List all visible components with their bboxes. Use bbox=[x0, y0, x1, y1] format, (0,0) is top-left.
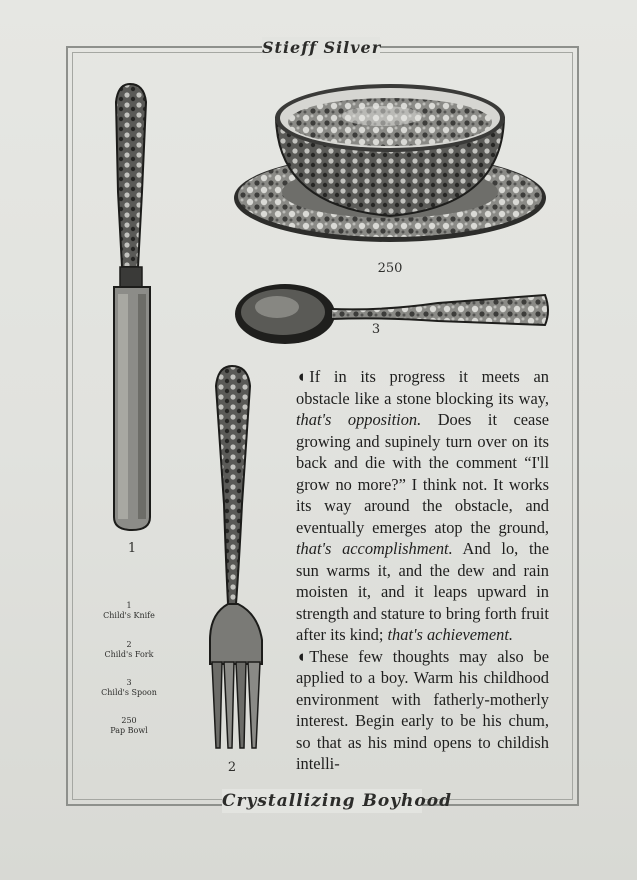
paragraph-1-text-b: Does it cease growing and supinely turn over on its back and die with the comment “I'll grow no more?” I think not. It works its way around the obstacle, and eventually emerges atop the ground, bbox=[296, 410, 549, 537]
emphasis-achievement: that's achievement. bbox=[387, 625, 513, 644]
caption-label: Child's Spoon bbox=[101, 688, 157, 697]
emphasis-opposition: that's opposition. bbox=[296, 410, 422, 429]
caption-bowl bbox=[84, 716, 174, 736]
caption-number: 3 bbox=[126, 678, 132, 687]
body-text bbox=[296, 366, 549, 775]
spoon-illustration bbox=[233, 281, 551, 347]
paragraph-mark-icon: ◖ bbox=[296, 646, 307, 666]
figure-number-fork: 2 bbox=[227, 760, 237, 775]
figure-number-spoon: 3 bbox=[371, 322, 381, 337]
paragraph-2 bbox=[296, 646, 549, 775]
figure-number-bowl: 250 bbox=[377, 261, 403, 276]
caption-label: Child's Knife bbox=[103, 611, 155, 620]
paragraph-mark-icon: ◖ bbox=[296, 367, 307, 386]
paragraph-1 bbox=[296, 366, 549, 646]
caption-number: 250 bbox=[121, 716, 137, 725]
page-header: Stieff Silver bbox=[262, 38, 382, 57]
paragraph-1-text-c: And lo, the sun warms it, and the dew and rain moisten it, and it leaps upward in strength and stature to bring forth fruit after its kind; bbox=[296, 539, 549, 644]
paragraph-1-text-a: If in its progress it meets an obstacle like a stone blocking its way, bbox=[296, 367, 549, 408]
caption-fork bbox=[84, 640, 174, 660]
caption-label: Pap Bowl bbox=[110, 726, 148, 735]
caption-spoon bbox=[84, 678, 174, 698]
pap-bowl-illustration bbox=[232, 78, 552, 248]
caption-label: Child's Fork bbox=[104, 650, 154, 659]
page-footer: Crystallizing Boyhood bbox=[222, 791, 452, 811]
fork-illustration bbox=[206, 364, 270, 752]
caption-number: 2 bbox=[126, 640, 132, 649]
emphasis-accomplishment: that's accomplishment. bbox=[296, 539, 453, 558]
knife-illustration bbox=[100, 82, 160, 534]
caption-knife bbox=[84, 601, 174, 621]
paragraph-2-text: These few thoughts may also be applied to a boy. Warm his childhood environment with fatherly-motherly interest. Begin early to be his chum, so that as his mind opens to childish intelli- bbox=[296, 646, 549, 773]
figure-number-knife: 1 bbox=[127, 541, 137, 556]
caption-number: 1 bbox=[126, 601, 132, 610]
